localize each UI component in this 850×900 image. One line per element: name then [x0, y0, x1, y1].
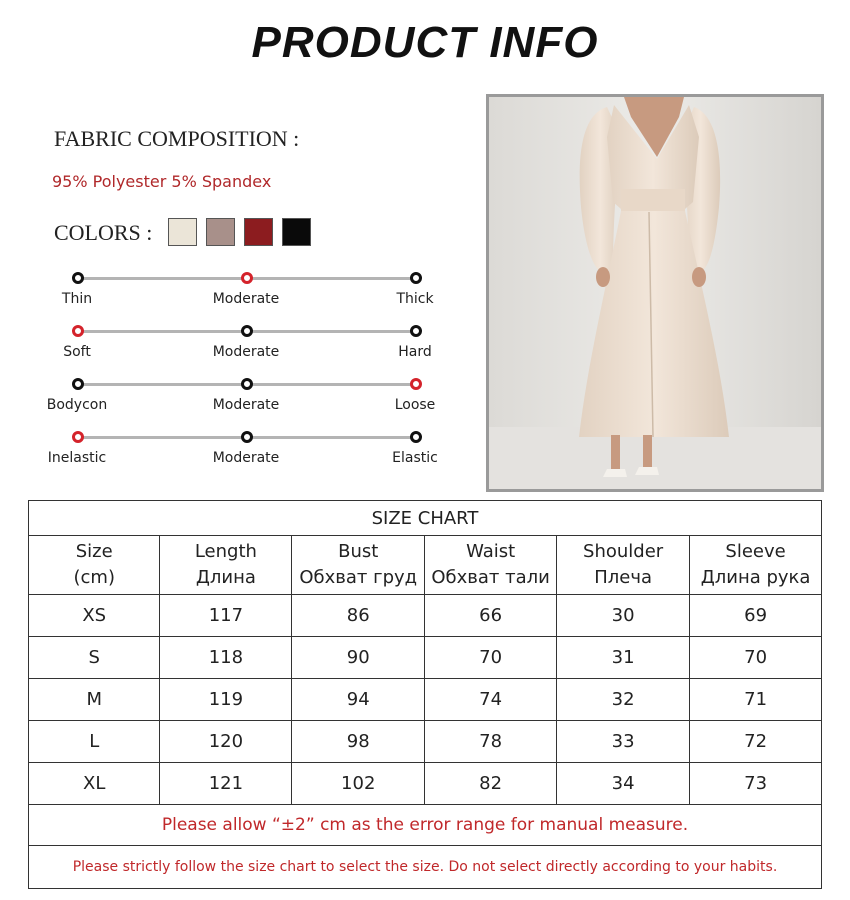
- scale-label: Moderate: [212, 450, 280, 466]
- header-text: Длина: [195, 567, 256, 588]
- table-cell: 30: [557, 595, 690, 637]
- header-text: Bust: [338, 541, 379, 562]
- table-cell: 94: [292, 679, 425, 721]
- scale-marker: [410, 325, 422, 337]
- table-cell: 73: [690, 763, 822, 805]
- header-text: Плеча: [594, 567, 653, 588]
- header-text: Waist: [466, 541, 516, 562]
- table-cell: 34: [557, 763, 690, 805]
- scale-label: Moderate: [212, 344, 280, 360]
- table-cell: 31: [557, 637, 690, 679]
- table-cell: 86: [292, 595, 425, 637]
- header-text: Обхват груд: [299, 567, 418, 588]
- color-swatch-burgundy[interactable]: [244, 218, 273, 246]
- scale-label: Moderate: [212, 397, 280, 413]
- table-cell: 120: [160, 721, 292, 763]
- scale-marker: [72, 378, 84, 390]
- table-cell: 102: [292, 763, 425, 805]
- table-cell: 70: [425, 637, 557, 679]
- size-chart-header-cell: [29, 536, 160, 595]
- header-text: Length: [194, 541, 257, 562]
- scale-marker: [241, 431, 253, 443]
- color-swatch-taupe[interactable]: [206, 218, 235, 246]
- size-chart-header-row: [29, 536, 822, 595]
- color-swatch-black[interactable]: [282, 218, 311, 246]
- scale-marker-selected: [410, 378, 422, 390]
- scale-label: Soft: [63, 344, 91, 360]
- table-cell: 118: [160, 637, 292, 679]
- colors-label: COLORS :: [54, 220, 153, 245]
- header-text: Shoulder: [583, 541, 664, 562]
- scale-label: Inelastic: [47, 450, 107, 466]
- table-cell: 69: [690, 595, 822, 637]
- product-photo: [486, 94, 824, 492]
- scale-marker: [410, 272, 422, 284]
- color-swatches: [168, 218, 311, 246]
- header-text: Обхват тали: [431, 567, 550, 588]
- fabric-composition-label: FABRIC COMPOSITION :: [54, 126, 300, 151]
- table-cell: 32: [557, 679, 690, 721]
- header-text: Sleeve: [725, 541, 786, 562]
- measurement-error-note: Please allow “±2” cm as the error range for manual measure.: [29, 805, 822, 846]
- table-cell: 70: [690, 637, 822, 679]
- scale-marker: [410, 431, 422, 443]
- scale-marker-selected: [72, 325, 84, 337]
- scale-marker: [241, 378, 253, 390]
- size-selection-note: Please strictly follow the size chart to select the size. Do not select directly according to your habits.: [29, 846, 822, 889]
- table-row: [29, 595, 822, 637]
- table-cell: 98: [292, 721, 425, 763]
- size-chart-table: [28, 500, 822, 889]
- size-chart-header-cell: [160, 536, 292, 595]
- size-chart-header-cell: [690, 536, 822, 595]
- table-cell: 82: [425, 763, 557, 805]
- table-row: [29, 679, 822, 721]
- page-title: PRODUCT INFO: [251, 18, 599, 67]
- table-cell: 117: [160, 595, 292, 637]
- header-text: (cm): [73, 567, 115, 588]
- table-cell: 121: [160, 763, 292, 805]
- scale-label: Thin: [61, 291, 93, 307]
- scale-label: Hard: [398, 344, 432, 360]
- table-cell: 72: [690, 721, 822, 763]
- table-row: [29, 637, 822, 679]
- table-cell: 90: [292, 637, 425, 679]
- table-cell: 66: [425, 595, 557, 637]
- scale-inelastic-elastic: [40, 429, 460, 475]
- fabric-composition-value: 95% Polyester 5% Spandex: [52, 172, 272, 191]
- scale-marker: [241, 325, 253, 337]
- size-chart-title: SIZE CHART: [29, 501, 822, 536]
- scale-thin-thick: [40, 270, 460, 316]
- dress-model-image: [489, 97, 821, 489]
- scale-soft-hard: [40, 323, 460, 369]
- table-cell: XL: [29, 763, 160, 805]
- table-cell: 71: [690, 679, 822, 721]
- scale-label: Moderate: [212, 291, 280, 307]
- table-cell: L: [29, 721, 160, 763]
- size-chart-header-cell: [425, 536, 557, 595]
- scale-marker: [72, 272, 84, 284]
- scale-marker-selected: [72, 431, 84, 443]
- scale-label: Thick: [396, 291, 434, 307]
- table-row: [29, 763, 822, 805]
- scale-label: Elastic: [392, 450, 438, 466]
- scale-label: Bodycon: [46, 397, 108, 413]
- table-row: [29, 721, 822, 763]
- table-cell: 119: [160, 679, 292, 721]
- size-chart-header-cell: [557, 536, 690, 595]
- color-swatch-cream[interactable]: [168, 218, 197, 246]
- table-cell: 74: [425, 679, 557, 721]
- scale-label: Loose: [394, 397, 436, 413]
- table-cell: 78: [425, 721, 557, 763]
- scale-bodycon-loose: [40, 376, 460, 422]
- table-cell: XS: [29, 595, 160, 637]
- scale-marker-selected: [241, 272, 253, 284]
- size-chart-header-cell: [292, 536, 425, 595]
- header-text: Size: [75, 541, 113, 562]
- table-cell: M: [29, 679, 160, 721]
- table-cell: 33: [557, 721, 690, 763]
- table-cell: S: [29, 637, 160, 679]
- header-text: Длина рука: [700, 567, 811, 588]
